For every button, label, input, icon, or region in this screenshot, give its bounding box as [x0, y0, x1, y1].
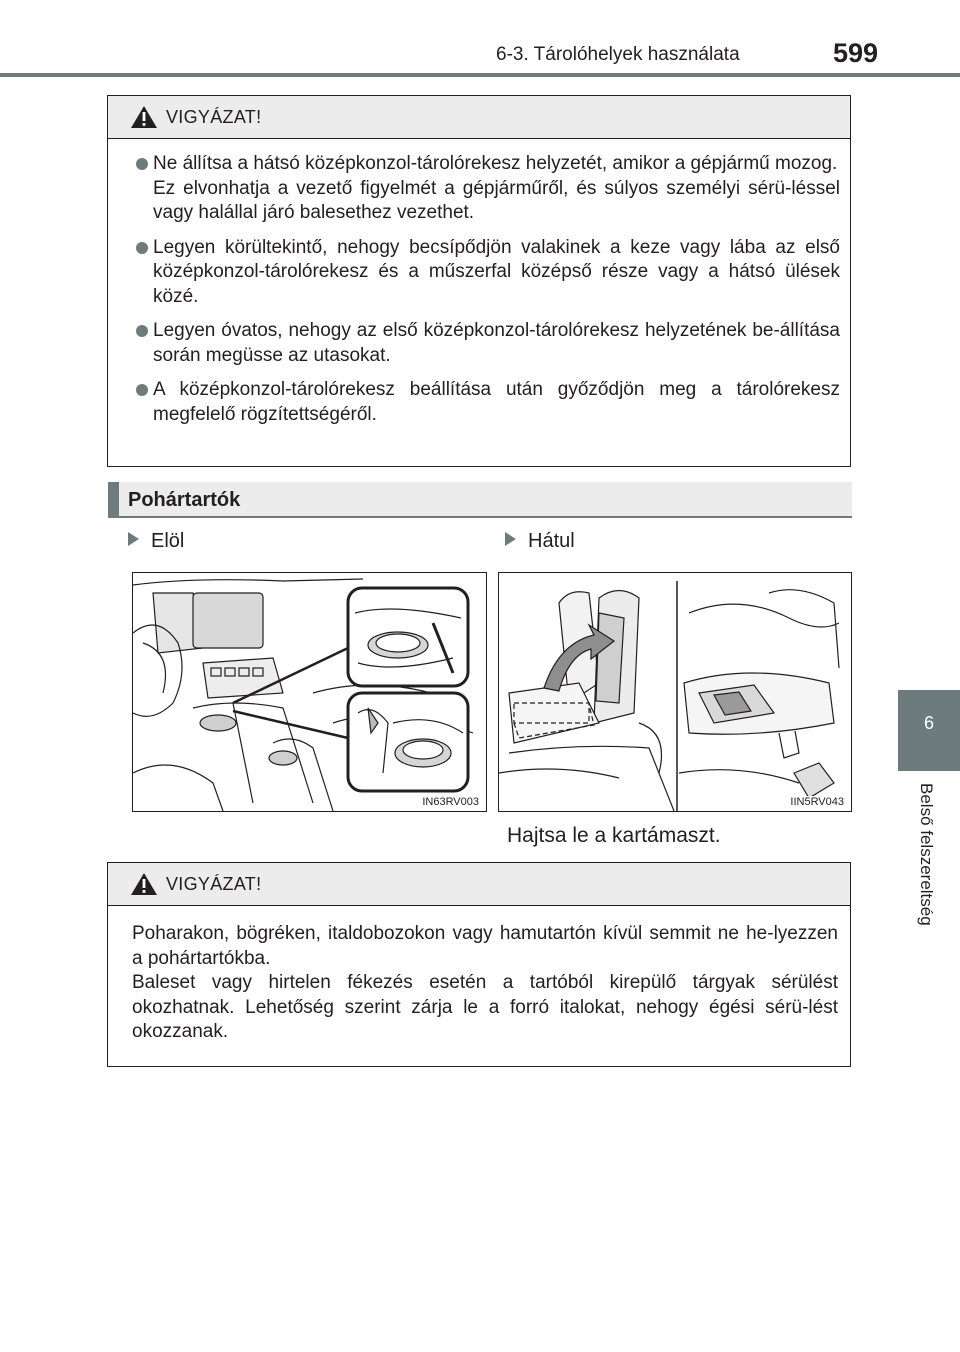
- bullet-dot-icon: [136, 242, 148, 254]
- rear-subheading: [505, 530, 575, 553]
- chapter-label: Belső felszereltség: [917, 783, 936, 926]
- warning-header: [108, 863, 850, 906]
- warning-bullet: [136, 236, 840, 310]
- triangle-bullet-icon: [128, 532, 139, 546]
- bullet-dot-icon: [136, 158, 148, 170]
- warning-header: [108, 96, 850, 139]
- chapter-number: 6: [923, 713, 934, 733]
- warning-triangle-icon: [130, 872, 158, 896]
- chapter-tab: [898, 690, 960, 771]
- front-console-drawing: [133, 573, 486, 811]
- warning-title: VIGYÁZAT!: [166, 107, 262, 127]
- page-number: 599: [833, 38, 879, 68]
- bullet-dot-icon: [136, 325, 148, 337]
- warning-box-2: [107, 862, 851, 1067]
- rear-label: Hátul: [528, 530, 575, 552]
- warning-paragraph: Baleset vagy hirtelen fékezés esetén a tartóból kirepülő tárgyak sérülést okozhatnak. Lehetőség szerint zárja le a forró italokat, nehogy égési sérü-lést okozzanak.: [132, 972, 838, 1042]
- rear-armrest-illustration: [498, 572, 852, 812]
- warning-bullet: [136, 152, 840, 226]
- warning-bullet: [136, 319, 840, 368]
- rear-seat-drawing: [499, 573, 851, 811]
- warning-title: VIGYÁZAT!: [166, 874, 262, 894]
- warning-triangle-icon: [130, 105, 158, 129]
- section-title: 6-3. Tárolóhelyek használata: [496, 44, 740, 65]
- bullet-text: Legyen óvatos, nehogy az első középkonzol-tárolórekesz helyzetének be-állítása során megüsse az utasokat.: [153, 320, 840, 366]
- triangle-bullet-icon: [505, 532, 516, 546]
- front-cupholder-illustration: [132, 572, 487, 812]
- section-rule: [108, 516, 852, 518]
- warning-bullet: [136, 378, 840, 427]
- rear-caption: Hajtsa le a kartámaszt.: [507, 824, 721, 847]
- warning-box-1: [107, 95, 851, 467]
- header-rule: [0, 73, 960, 77]
- section-title-text: Pohártartók: [128, 489, 241, 511]
- bullet-text: Ez elvonhatja a vezető figyelmét a gépjárműről, és súlyos személyi sérü-léssel vagy halállal járó balesethez vezethet.: [153, 177, 840, 223]
- figure-code: IN63RV003: [422, 796, 479, 808]
- warning-body: [108, 906, 850, 1059]
- bullet-text: A középkonzol-tárolórekesz beállítása után győződjön meg a tárolórekesz megfelelő rögzítettségéről.: [153, 379, 840, 425]
- bullet-text: Ne állítsa a hátsó középkonzol-tárolórekesz helyzetét, amikor a gépjármű mozog.: [153, 153, 838, 174]
- bullet-dot-icon: [136, 384, 148, 396]
- section-bar: [108, 482, 119, 517]
- warning-body: [108, 139, 850, 441]
- bullet-text: Legyen körültekintő, nehogy becsípődjön valakinek a keze vagy lába az első középkonzol-tárolórekesz és a műszerfal középső része vagy a hátsó ülések közé.: [153, 236, 840, 307]
- section-heading: [108, 482, 852, 517]
- figure-code: IIN5RV043: [790, 796, 844, 808]
- warning-paragraph: Poharakon, bögréken, italdobozokon vagy hamutartón kívül semmit ne he-lyezzen a pohártartókba.: [132, 923, 838, 969]
- front-subheading: [128, 530, 184, 553]
- front-label: Elöl: [151, 530, 185, 552]
